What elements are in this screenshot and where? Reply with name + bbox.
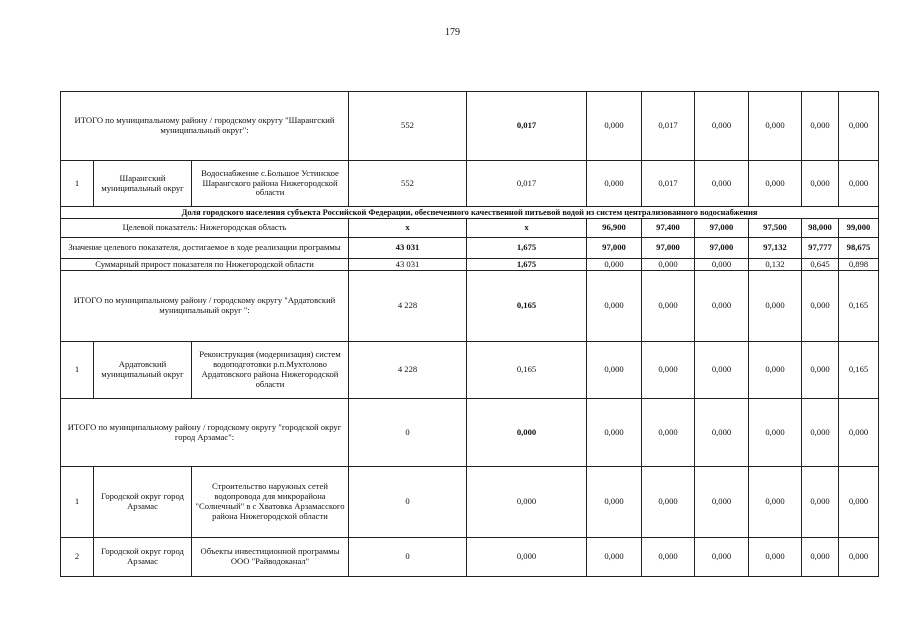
value-cell: 96,900 xyxy=(587,219,642,238)
value-cell: 0,165 xyxy=(839,271,879,342)
value-cell: 98,675 xyxy=(839,238,879,259)
value-cell: 0,000 xyxy=(642,467,695,538)
value-cell: 0,000 xyxy=(802,271,839,342)
amount-cell: 0 xyxy=(349,399,467,467)
district-name: Шарангский муниципальный округ xyxy=(94,161,192,207)
row-number: 1 xyxy=(61,342,94,399)
value-cell: 0,000 xyxy=(802,161,839,207)
value-cell: 0,000 xyxy=(802,342,839,399)
value-cell: 0,000 xyxy=(587,467,642,538)
amount-cell: 4 228 xyxy=(349,271,467,342)
value-cell: 0,000 xyxy=(695,92,749,161)
value-cell: 0,165 xyxy=(839,342,879,399)
value-cell: 0,000 xyxy=(467,467,587,538)
page-number: 179 xyxy=(445,27,460,38)
amount-cell: х xyxy=(349,219,467,238)
value-cell: 0,000 xyxy=(642,399,695,467)
indicator-row xyxy=(61,238,879,259)
value-cell: 0,898 xyxy=(839,259,879,271)
row-label: Суммарный прирост показателя по Нижегородской области xyxy=(61,259,349,271)
value-cell: 0,000 xyxy=(587,342,642,399)
item-row xyxy=(61,467,879,538)
item-row xyxy=(61,342,879,399)
item-row xyxy=(61,538,879,577)
value-cell: 0,000 xyxy=(802,467,839,538)
project-name: Водоснабжение с.Большое Устинское Шарангского района Нижегородской области xyxy=(192,161,349,207)
value-cell: 0,000 xyxy=(642,271,695,342)
value-cell: 0,000 xyxy=(695,467,749,538)
project-name: Реконструкция (модернизация) систем водоподготовки р.п.Мухтолово Ардатовского района Нижегородской области xyxy=(192,342,349,399)
amount-cell: 43 031 xyxy=(349,259,467,271)
value-cell: 0,000 xyxy=(749,538,802,577)
value-cell: 97,500 xyxy=(749,219,802,238)
value-cell: х xyxy=(467,219,587,238)
value-cell: 0,132 xyxy=(749,259,802,271)
value-cell: 0,000 xyxy=(839,399,879,467)
value-cell: 0,017 xyxy=(467,92,587,161)
value-cell: 0,000 xyxy=(695,399,749,467)
value-cell: 0,000 xyxy=(749,161,802,207)
district-name: Городской округ город Арзамас xyxy=(94,538,192,577)
amount-cell: 0 xyxy=(349,538,467,577)
value-cell: 0,000 xyxy=(695,259,749,271)
value-cell: 97,400 xyxy=(642,219,695,238)
row-label: ИТОГО по муниципальному району / городскому округу "Ардатовский муниципальный округ ": xyxy=(61,271,349,342)
value-cell: 0,000 xyxy=(802,92,839,161)
project-name: Строительство наружных сетей водопровода для микрорайона "Солнечный" в с Хватовка Арзамасского района Нижегородской области xyxy=(192,467,349,538)
district-name: Городской округ город Арзамас xyxy=(94,467,192,538)
value-cell: 0,000 xyxy=(802,399,839,467)
section-title: Доля городского населения субъекта Российской Федерации, обеспеченного качественной питьевой водой из систем централизованного водоснабжения xyxy=(61,207,879,219)
value-cell: 97,000 xyxy=(587,238,642,259)
value-cell: 0,165 xyxy=(467,342,587,399)
value-cell: 1,675 xyxy=(467,238,587,259)
value-cell: 0,017 xyxy=(467,161,587,207)
value-cell: 0,017 xyxy=(642,92,695,161)
row-label: Целевой показатель: Нижегородская область xyxy=(61,219,349,238)
value-cell: 0,165 xyxy=(467,271,587,342)
value-cell: 0,000 xyxy=(749,342,802,399)
value-cell: 0,000 xyxy=(695,342,749,399)
value-cell: 0,000 xyxy=(587,538,642,577)
value-cell: 0,000 xyxy=(642,538,695,577)
amount-cell: 43 031 xyxy=(349,238,467,259)
value-cell: 97,000 xyxy=(642,238,695,259)
value-cell: 1,675 xyxy=(467,259,587,271)
value-cell: 97,777 xyxy=(802,238,839,259)
value-cell: 0,000 xyxy=(467,538,587,577)
value-cell: 0,000 xyxy=(839,467,879,538)
amount-cell: 4 228 xyxy=(349,342,467,399)
row-number: 2 xyxy=(61,538,94,577)
total-row xyxy=(61,271,879,342)
value-cell: 0,000 xyxy=(695,538,749,577)
total-row xyxy=(61,399,879,467)
value-cell: 98,000 xyxy=(802,219,839,238)
item-row xyxy=(61,161,879,207)
value-cell: 97,000 xyxy=(695,238,749,259)
total-row xyxy=(61,92,879,161)
indicator-row xyxy=(61,219,879,238)
value-cell: 0,000 xyxy=(749,399,802,467)
row-label: ИТОГО по муниципальному району / городскому округу "Шарангский муниципальный округ": xyxy=(61,92,349,161)
value-cell: 0,000 xyxy=(749,92,802,161)
value-cell: 0,000 xyxy=(642,259,695,271)
value-cell: 0,000 xyxy=(802,538,839,577)
value-cell: 0,000 xyxy=(695,271,749,342)
row-label: ИТОГО по муниципальному району / городскому округу "городской округ город Арзамас": xyxy=(61,399,349,467)
amount-cell: 552 xyxy=(349,92,467,161)
growth-row xyxy=(61,259,879,271)
value-cell: 0,017 xyxy=(642,161,695,207)
value-cell: 0,645 xyxy=(802,259,839,271)
row-number: 1 xyxy=(61,161,94,207)
value-cell: 0,000 xyxy=(749,467,802,538)
value-cell: 0,000 xyxy=(839,92,879,161)
amount-cell: 552 xyxy=(349,161,467,207)
value-cell: 0,000 xyxy=(467,399,587,467)
value-cell: 0,000 xyxy=(587,271,642,342)
value-cell: 0,000 xyxy=(695,161,749,207)
row-label: Значение целевого показателя, достигаемое в ходе реализации программы xyxy=(61,238,349,259)
district-name: Ардатовский муниципальный округ xyxy=(94,342,192,399)
value-cell: 0,000 xyxy=(839,161,879,207)
value-cell: 0,000 xyxy=(749,271,802,342)
value-cell: 97,000 xyxy=(695,219,749,238)
value-cell: 99,000 xyxy=(839,219,879,238)
value-cell: 0,000 xyxy=(587,161,642,207)
program-table xyxy=(60,91,879,577)
value-cell: 97,132 xyxy=(749,238,802,259)
value-cell: 0,000 xyxy=(642,342,695,399)
value-cell: 0,000 xyxy=(839,538,879,577)
row-number: 1 xyxy=(61,467,94,538)
value-cell: 0,000 xyxy=(587,92,642,161)
section-row xyxy=(61,207,879,219)
value-cell: 0,000 xyxy=(587,399,642,467)
amount-cell: 0 xyxy=(349,467,467,538)
value-cell: 0,000 xyxy=(587,259,642,271)
project-name: Объекты инвестиционной программы ООО "Райводоканал" xyxy=(192,538,349,577)
